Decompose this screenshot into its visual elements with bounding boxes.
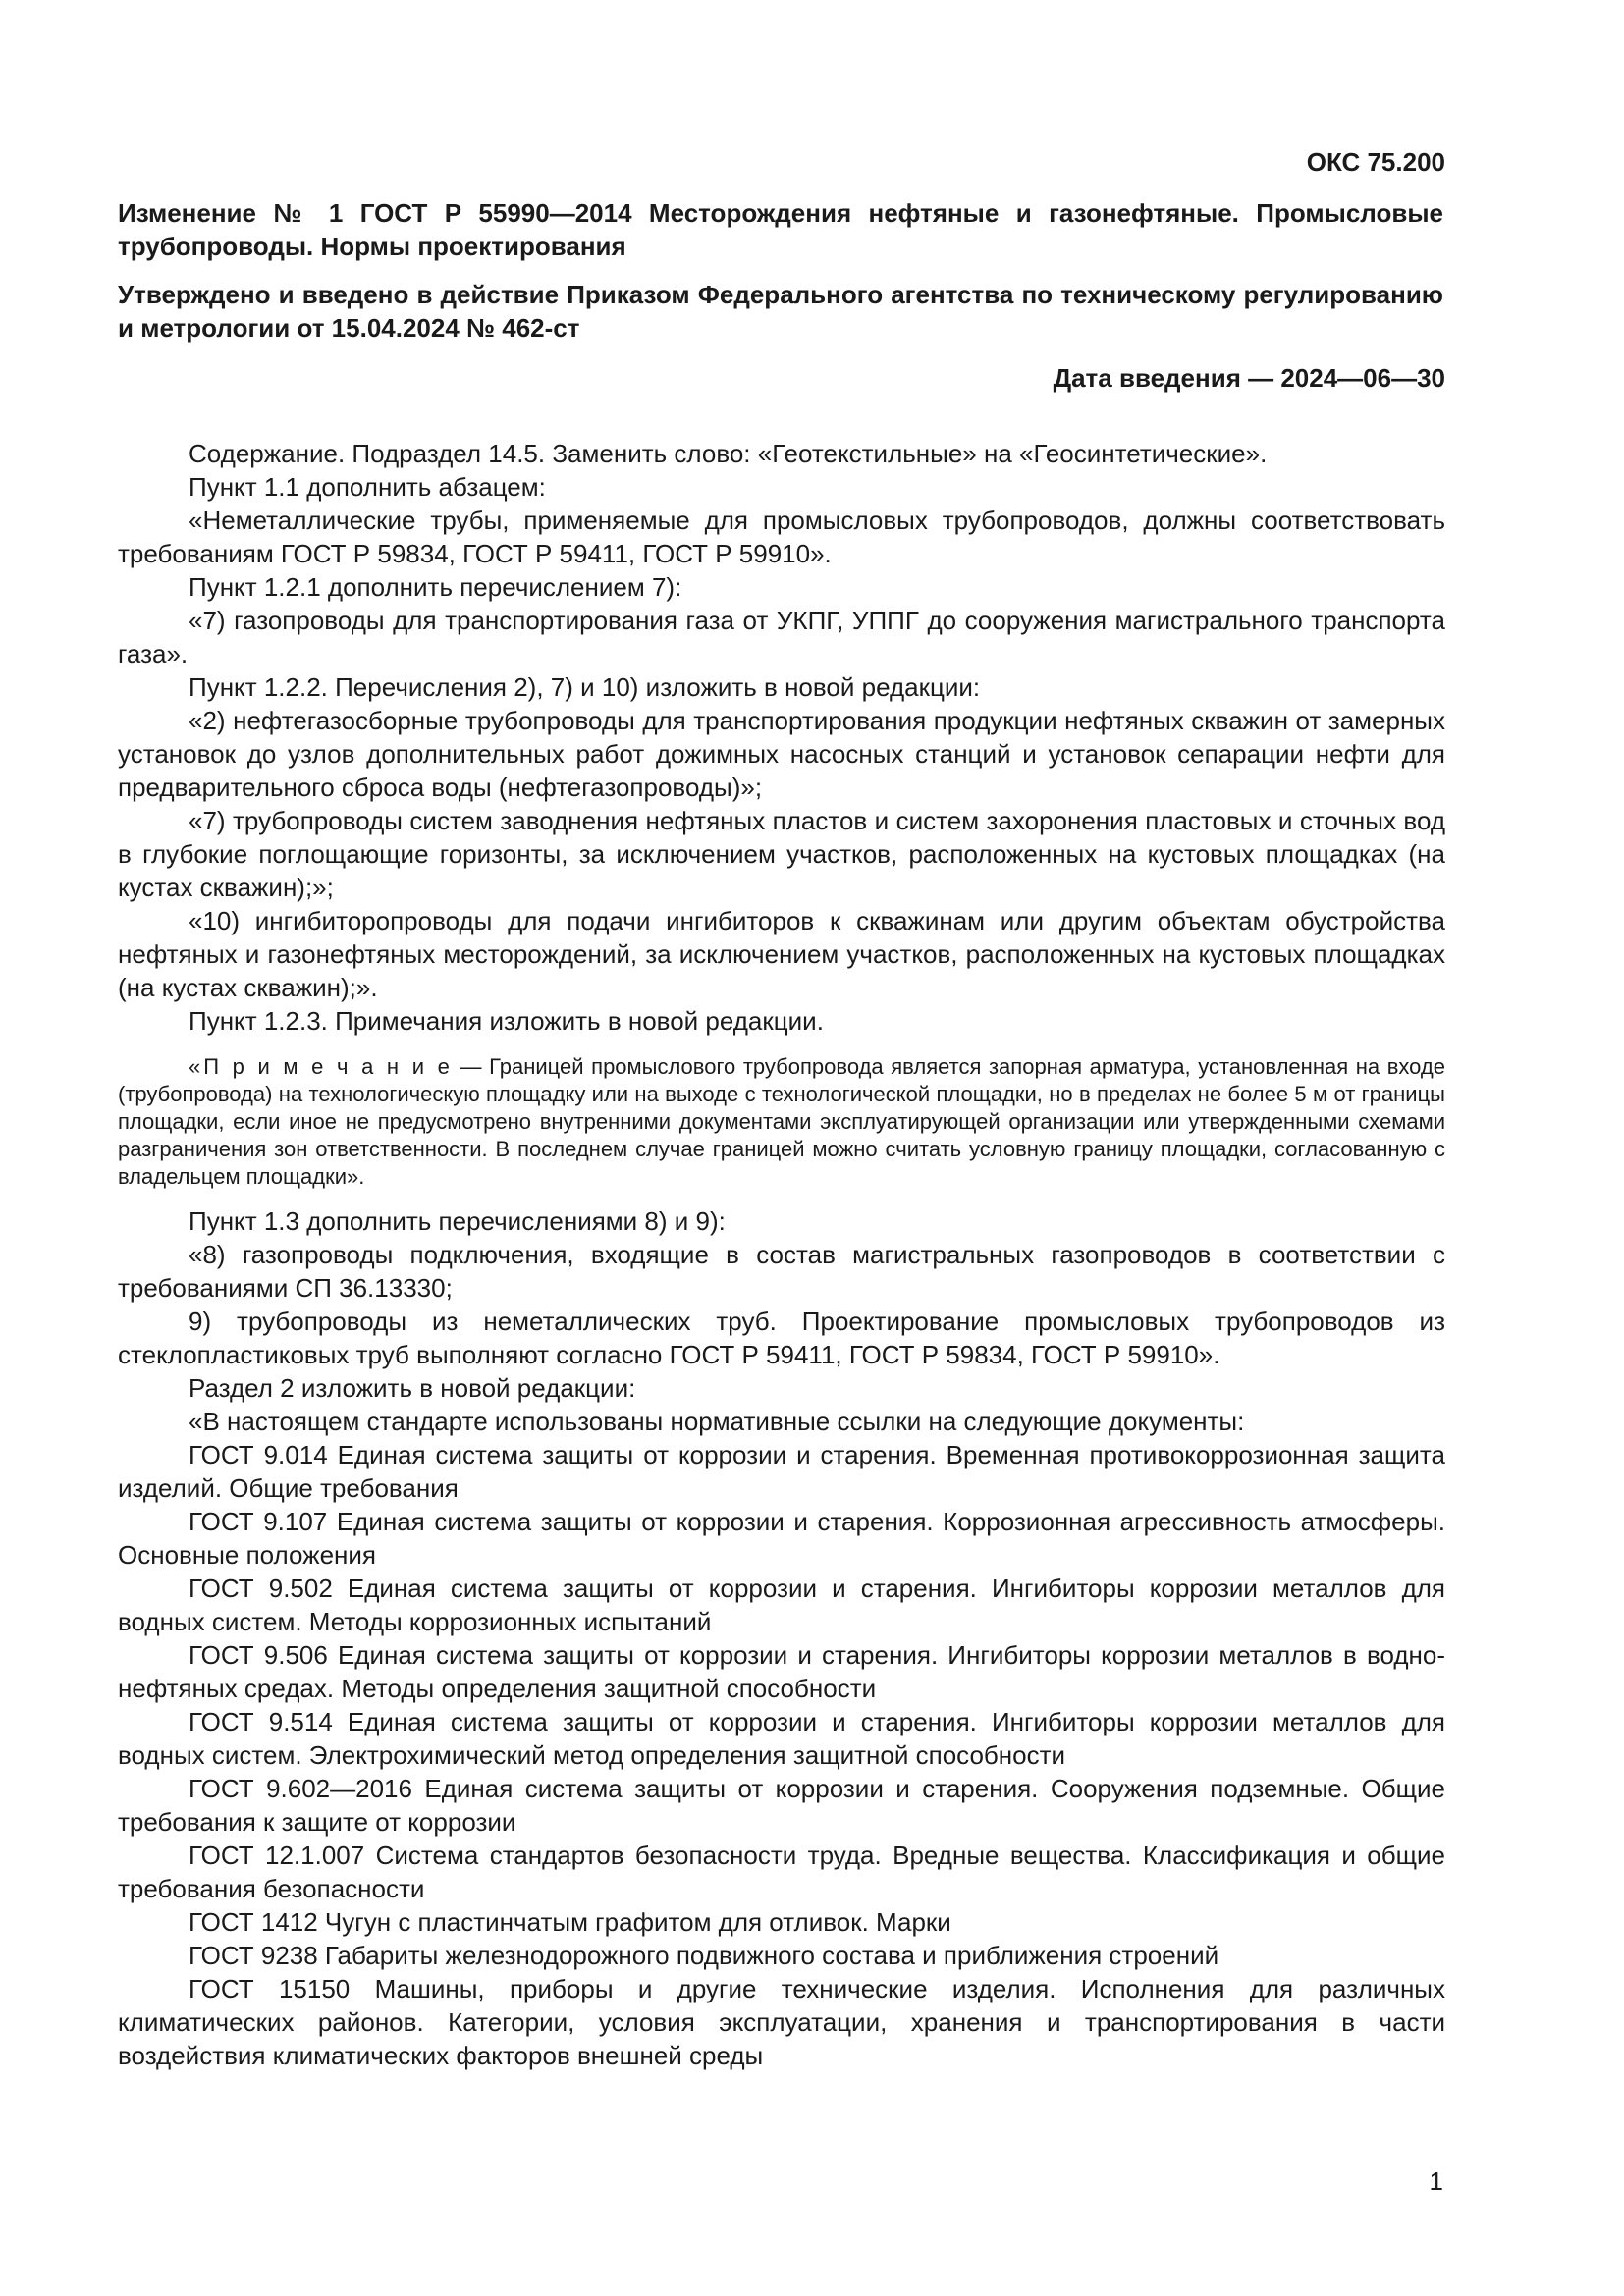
reference-item: ГОСТ 9.014 Единая система защиты от коррозии и старения. Временная противокоррозионная защита изделий. Общие требования xyxy=(118,1440,1445,1503)
effective-date: Дата введения — 2024—06—30 xyxy=(1053,363,1445,393)
amendment-title: Изменение № 1 ГОСТ Р 55990—2014 Месторождения нефтяные и газонефтяные. Промысловые трубопроводы. Нормы проектирования xyxy=(118,198,1443,261)
paragraph: «2) нефтегазосборные трубопроводы для транспортирования продукции нефтяных скважин от замерных установок до узлов дополнительных работ дожимных насосных станций и установок сепарации нефти для предварительного сброса воды (нефтегазопроводы)»; xyxy=(118,706,1445,802)
page-number: 1 xyxy=(1429,2166,1443,2196)
paragraph: Пункт 1.1 дополнить абзацем: xyxy=(189,472,546,502)
approval-statement: Утверждено и введено в действие Приказом Федерального агентства по техническому регулированию и метрологии от 15.04.2024 № 462-ст xyxy=(118,280,1443,343)
paragraph: Раздел 2 изложить в новой редакции: xyxy=(189,1373,636,1403)
paragraph: «Неметаллические трубы, применяемые для промысловых трубопроводов, должны соответствовать требованиям ГОСТ Р 59834, ГОСТ Р 59411, ГОСТ Р 59910». xyxy=(118,506,1445,568)
classification-code: ОКС 75.200 xyxy=(1306,147,1445,177)
paragraph: Пункт 1.2.1 дополнить перечислением 7): xyxy=(189,572,682,602)
reference-item: ГОСТ 9238 Габариты железнодорожного подвижного состава и приближения строений xyxy=(189,1941,1219,1970)
note-label: «П р и м е ч а н и е xyxy=(189,1054,453,1079)
paragraph: «7) трубопроводы систем заводнения нефтяных пластов и систем захоронения пластовых и сточных вод в глубокие поглощающие горизонты, за исключением участков, расположенных на кустовых площадках (на кустах скважин);»; xyxy=(118,806,1445,902)
reference-item: ГОСТ 9.502 Единая система защиты от коррозии и старения. Ингибиторы коррозии металлов для водных систем. Методы коррозионных испытаний xyxy=(118,1574,1445,1636)
paragraph: «В настоящем стандарте использованы нормативные ссылки на следующие документы: xyxy=(189,1407,1245,1436)
note-text: — Границей промыслового трубопровода является запорная арматура, установленная на входе (трубопровода) на технологическую площадку или на выходе с технологической площадки, но в пределах не более 5 м от границы площадки, если иное не предусмотрено внутренними документами эксплуатирующей организации или утвержденными схемами разграничения зон ответственности. В последнем случае границей можно считать условную границу площадки, согласованную с владельцем площадки». xyxy=(118,1054,1445,1189)
reference-item: ГОСТ 9.514 Единая система защиты от коррозии и старения. Ингибиторы коррозии металлов для водных систем. Электрохимический метод определения защитной способности xyxy=(118,1707,1445,1770)
reference-item: ГОСТ 15150 Машины, приборы и другие технические изделия. Исполнения для различных климатических районов. Категории, условия эксплуатации, хранения и транспортирования в части воздействия климатических факторов внешней среды xyxy=(118,1974,1445,2070)
paragraph: Пункт 1.3 дополнить перечислениями 8) и 9): xyxy=(189,1206,726,1236)
paragraph: 9) трубопроводы из неметаллических труб. Проектирование промысловых трубопроводов из стеклопластиковых труб выполняют согласно ГОСТ Р 59411, ГОСТ Р 59834, ГОСТ Р 59910». xyxy=(118,1307,1445,1369)
paragraph: «8) газопроводы подключения, входящие в состав магистральных газопроводов в соответствии с требованиями СП 36.13330; xyxy=(118,1240,1445,1303)
reference-item: ГОСТ 1412 Чугун с пластинчатым графитом для отливок. Марки xyxy=(189,1907,951,1937)
reference-item: ГОСТ 9.107 Единая система защиты от коррозии и старения. Коррозионная агрессивность атмосферы. Основные положения xyxy=(118,1507,1445,1570)
document-body xyxy=(118,437,1445,2072)
paragraph: «10) ингибиторопроводы для подачи ингибиторов к скважинам или другим объектам обустройства нефтяных и газонефтяных месторождений, за исключением участков, расположенных на кустовых площадках (на кустах скважин);». xyxy=(118,906,1445,1002)
paragraph: Содержание. Подраздел 14.5. Заменить слово: «Геотекстильные» на «Геосинтетические». xyxy=(189,439,1268,468)
reference-item: ГОСТ 9.506 Единая система защиты от коррозии и старения. Ингибиторы коррозии металлов в водно-нефтяных средах. Методы определения защитной способности xyxy=(118,1640,1445,1703)
note-paragraph xyxy=(118,1053,1445,1191)
paragraph: «7) газопроводы для транспортирования газа от УКПГ, УППГ до сооружения магистрального транспорта газа». xyxy=(118,606,1445,668)
reference-item: ГОСТ 12.1.007 Система стандартов безопасности труда. Вредные вещества. Классификация и общие требования безопасности xyxy=(118,1841,1445,1903)
paragraph: Пункт 1.2.2. Перечисления 2), 7) и 10) изложить в новой редакции: xyxy=(189,672,981,702)
reference-item: ГОСТ 9.602—2016 Единая система защиты от коррозии и старения. Сооружения подземные. Общие требования к защите от коррозии xyxy=(118,1774,1445,1837)
paragraph: Пункт 1.2.3. Примечания изложить в новой редакции. xyxy=(189,1006,824,1036)
